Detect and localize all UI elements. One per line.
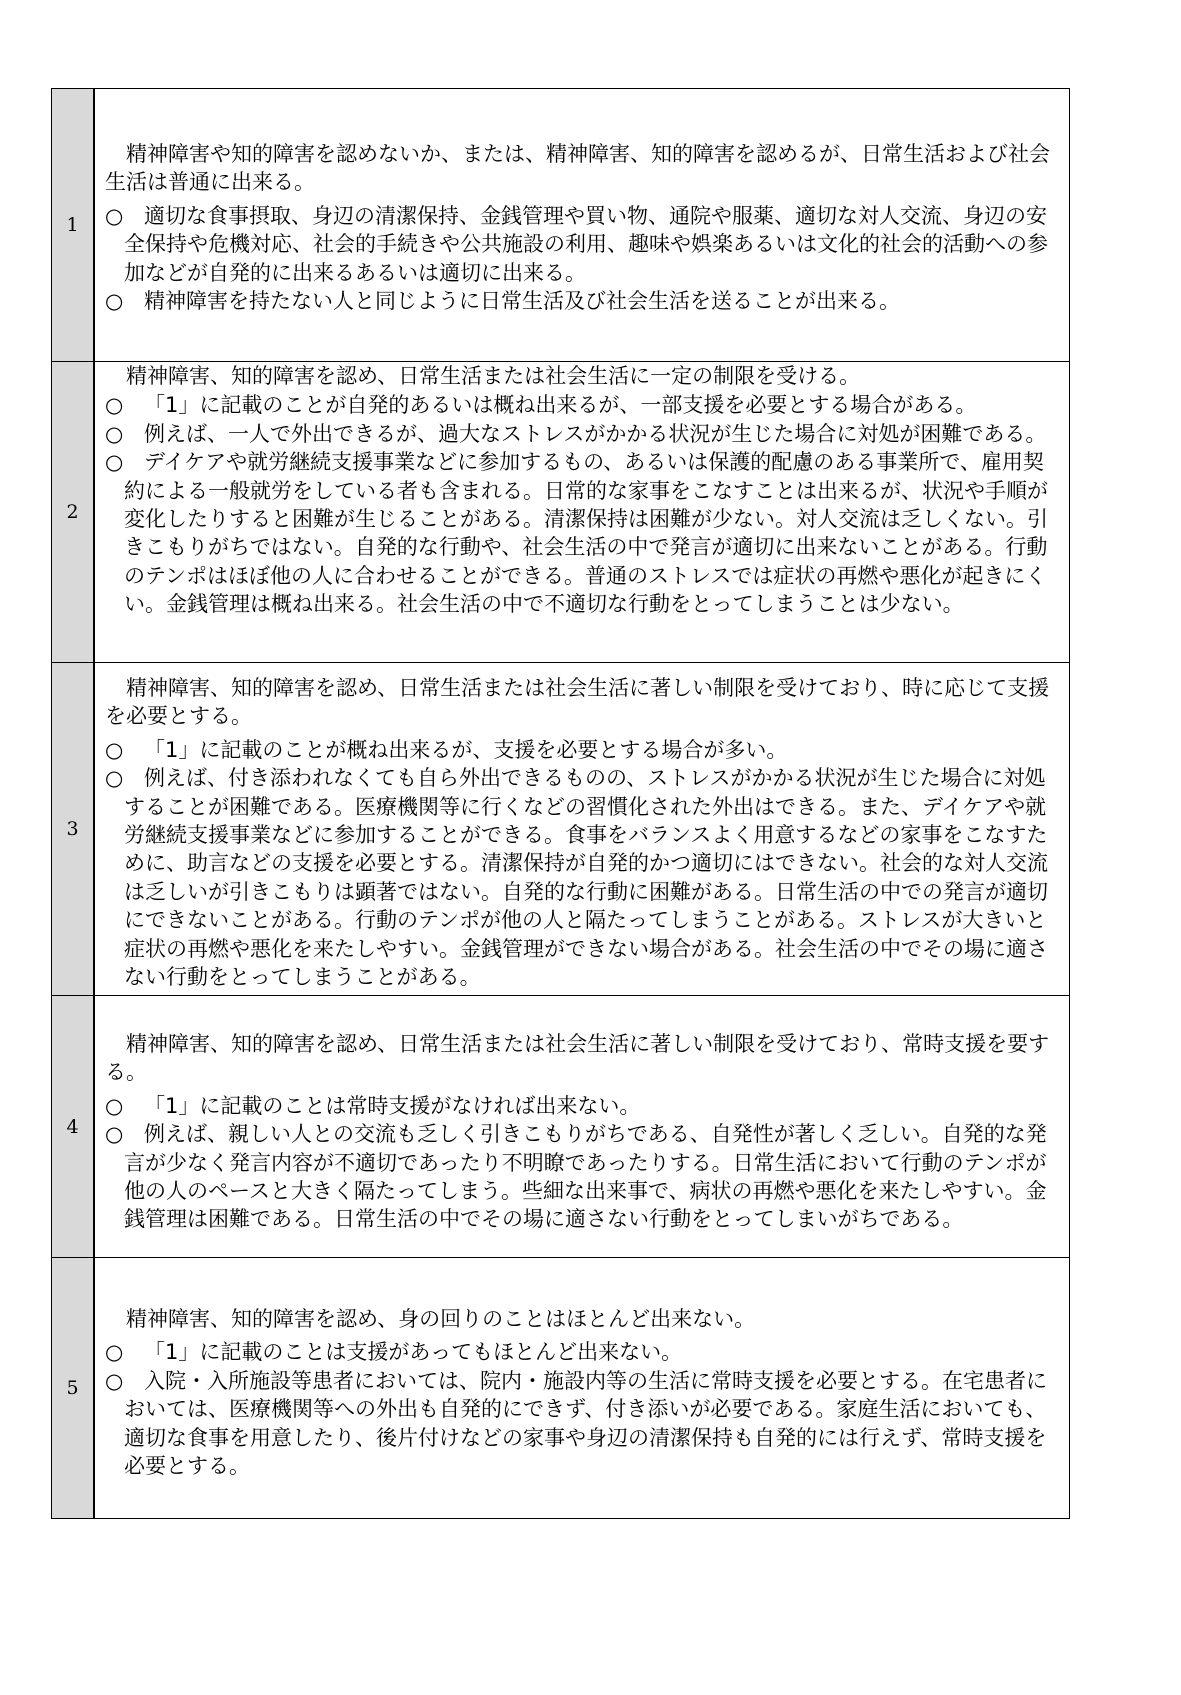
text-line: る。	[105, 1060, 147, 1085]
text-line: 例えば、付き添われなくても自ら外出できるものの、ストレスがかかる状況が生じた場合に対処	[144, 766, 1046, 791]
text-line: 症状の再燃や悪化を来たしやすい。金銭管理ができない場合がある。社会生活の中でその場に適さ	[124, 936, 1048, 961]
table-row	[52, 1258, 1069, 1519]
circle-bullet-icon: ○	[105, 766, 124, 791]
text-line: 「1」に記載のことが自発的あるいは概ね出来るが、一部支援を必要とする場合がある。	[144, 393, 977, 418]
text-line: 例えば、親しい人との交流も乏しく引きこもりがちである、自発性が著しく乏しい。自発的な発	[144, 1122, 1047, 1147]
text-line: 言が少なく発言内容が不適切であったり不明瞭であったりする。日常生活において行動のテンポが	[124, 1150, 1047, 1175]
table-row	[52, 89, 1069, 362]
circle-bullet-icon: ○	[105, 421, 124, 446]
level-description	[95, 996, 1069, 1257]
summary-paragraph	[105, 1305, 1069, 1333]
level-description	[95, 362, 1069, 662]
level-number: 5	[52, 1258, 95, 1518]
circle-bullet-icon: ○	[105, 1122, 124, 1147]
circle-bullet-icon: ○	[105, 1093, 124, 1118]
summary-paragraph	[105, 674, 1069, 731]
text-line: 他の人のペースと大きく隔たってしまう。些細な出来事で、病状の再燃や悪化を来たしやすい。金	[124, 1179, 1047, 1204]
bullet-item	[105, 1120, 1069, 1234]
text-line: 「1」に記載のことは支援があってもほとんど出来ない。	[144, 1340, 683, 1365]
text-line: デイケアや就労継続支援事業などに参加するもの、あるいは保護的配慮のある事業所で、雇用契	[144, 450, 1044, 475]
text-line: 精神障害を持たない人と同じように日常生活及び社会生活を送ることが出来る。	[144, 289, 900, 314]
text-line: は乏しいが引きこもりは顕著ではない。自発的な行動に困難がある。日常生活の中での発言が適切	[124, 879, 1048, 904]
bullet-item	[105, 448, 1069, 618]
circle-bullet-icon: ○	[105, 1340, 124, 1365]
level-number: 3	[52, 663, 95, 995]
text-line: することが困難である。医療機関等に行くなどの習慣化された外出はできる。また、デイケアや就	[124, 794, 1047, 819]
circle-bullet-icon: ○	[105, 737, 124, 762]
text-line: のテンポはほぼ他の人に合わせることができる。普通のストレスでは症状の再燃や悪化が起きにく	[124, 563, 1047, 588]
level-number: 2	[52, 362, 95, 662]
text-line: 適切な食事摂取、身辺の清潔保持、金銭管理や買い物、通院や服薬、適切な対人交流、身辺の安	[144, 203, 1047, 228]
level-number: 1	[52, 89, 95, 361]
text-line: い。金銭管理は概ね出来る。社会生活の中で不適切な行動をとってしまうことは少ない。	[124, 592, 964, 617]
text-line: 生活は普通に出来る。	[105, 170, 315, 195]
text-line: 精神障害、知的障害を認め、日常生活または社会生活に著しい制限を受けており、時に応じて支援	[105, 676, 1050, 700]
text-line: 加などが自発的に出来るあるいは適切に出来る。	[124, 260, 586, 285]
bullet-item	[105, 1092, 1069, 1120]
bullet-item	[105, 202, 1069, 287]
bullet-item	[105, 1338, 1069, 1366]
text-line: おいては、医療機関等への外出も自発的にできず、付き添いが必要である。家庭生活においても、	[124, 1397, 1047, 1422]
text-line: 精神障害、知的障害を認め、日常生活または社会生活に著しい制限を受けており、常時支援を要す	[105, 1032, 1050, 1056]
text-line: ない行動をとってしまうことがある。	[124, 965, 481, 990]
bullet-item	[105, 391, 1069, 419]
bullet-list	[105, 391, 1069, 618]
bullet-item	[105, 736, 1069, 764]
text-line: 約による一般就労をしている者も含まれる。日常的な家事をこなすことは出来るが、状況や手順が	[124, 478, 1048, 503]
circle-bullet-icon: ○	[105, 393, 124, 418]
bullet-item	[105, 764, 1069, 991]
text-line: 精神障害、知的障害を認め、身の回りのことはほとんど出来ない。	[105, 1307, 756, 1331]
text-line: 精神障害や知的障害を認めないか、または、精神障害、知的障害を認めるが、日常生活および社会	[105, 142, 1050, 166]
text-line: きこもりがちではない。自発的な行動や、社会生活の中で発言が適切に出来ないことがある。行動	[124, 535, 1048, 560]
level-description	[95, 663, 1069, 995]
circle-bullet-icon: ○	[105, 203, 124, 228]
bullet-list	[105, 1338, 1069, 1480]
disability-level-table	[51, 88, 1070, 1519]
summary-paragraph	[105, 1030, 1069, 1087]
text-line: を必要とする。	[105, 704, 252, 729]
circle-bullet-icon: ○	[105, 1368, 124, 1393]
text-line: にできないことがある。行動のテンポが他の人と隔たってしまうことがある。ストレスが大きいと	[124, 908, 1047, 933]
text-line: 例えば、一人で外出できるが、過大なストレスがかかる状況が生じた場合に対処が困難である。	[144, 421, 1047, 446]
text-line: 「1」に記載のことは常時支援がなければ出来ない。	[144, 1093, 641, 1118]
summary-paragraph	[105, 140, 1069, 197]
table-row	[52, 362, 1069, 663]
text-line: 精神障害、知的障害を認め、日常生活または社会生活に一定の制限を受ける。	[105, 364, 861, 388]
bullet-item	[105, 1367, 1069, 1481]
circle-bullet-icon: ○	[105, 450, 124, 475]
text-line: 入院・入所施設等患者においては、院内・施設内等の生活に常時支援を必要とする。在宅患者に	[144, 1368, 1047, 1393]
level-description	[95, 1258, 1069, 1518]
table-row	[52, 663, 1069, 996]
text-line: 適切な食事を用意したり、後片付けなどの家事や身辺の清潔保持も自発的には行えず、常時支援を	[124, 1425, 1047, 1450]
text-line: 「1」に記載のことが概ね出来るが、支援を必要とする場合が多い。	[144, 737, 788, 762]
bullet-list	[105, 202, 1069, 316]
bullet-item	[105, 287, 1069, 315]
text-line: めに、助言などの支援を必要とする。清潔保持が自発的かつ適切にはできない。社会的な対人交流	[124, 851, 1048, 876]
text-line: 変化したりすると困難が生じることがある。清潔保持は困難が少ない。対人交流は乏しくない。引	[124, 507, 1048, 532]
text-line: 労継続支援事業などに参加することができる。食事をバランスよく用意するなどの家事をこなすた	[124, 823, 1048, 848]
text-line: 銭管理は困難である。日常生活の中でその場に適さない行動をとってしまいがちである。	[124, 1207, 964, 1232]
circle-bullet-icon: ○	[105, 289, 124, 314]
summary-paragraph	[105, 362, 1069, 390]
level-description	[95, 89, 1069, 361]
bullet-item	[105, 420, 1069, 448]
text-line: 必要とする。	[124, 1454, 250, 1479]
table-row	[52, 996, 1069, 1258]
bullet-list	[105, 1092, 1069, 1234]
bullet-list	[105, 736, 1069, 992]
text-line: 全保持や危機対応、社会的手続きや公共施設の利用、趣味や娯楽あるいは文化的社会的活動への参	[124, 232, 1048, 257]
level-number: 4	[52, 996, 95, 1257]
